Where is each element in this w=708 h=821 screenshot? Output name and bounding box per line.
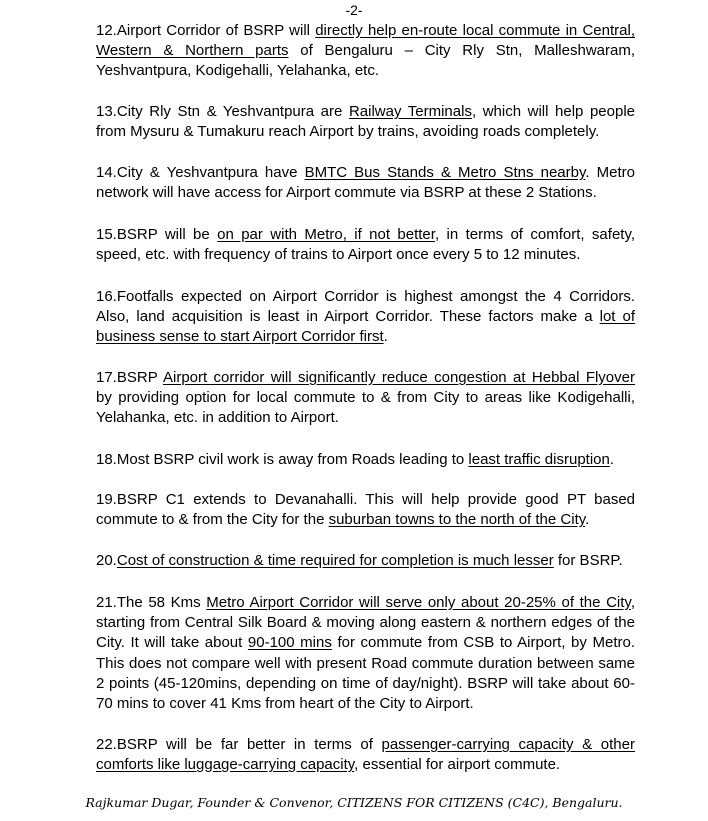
underlined-text: on par with Metro, if not better xyxy=(217,226,435,243)
underlined-text: directly help en-route local commute in Central, Western & Northern parts xyxy=(96,22,635,60)
underlined-text: BMTC Bus Stands & Metro Stns nearby xyxy=(304,164,586,181)
item-text: , in terms of comfort, safety, speed, etc. with frequency of trains to Airport once every 5 to 12 minutes. xyxy=(96,226,636,264)
underlined-text: passenger-carrying capacity & other comforts like luggage-carrying capacity xyxy=(96,736,635,774)
item-text: . xyxy=(585,511,590,529)
item-text: BSRP xyxy=(116,369,163,386)
underlined-text: Metro Airport Corridor will serve only about 20-25% of the City xyxy=(206,594,631,611)
item-number: 14. xyxy=(96,164,117,181)
item-number: 22. xyxy=(96,736,117,753)
item-text: , which will help people from Mysuru & Tumakuru reach Airport by trains, avoiding roads completely. xyxy=(96,103,636,141)
item-number: 16. xyxy=(96,288,117,305)
item-number: 15. xyxy=(96,226,117,243)
footer-signature: Rajkumar Dugar, Founder & Convenor, CITIZENS FOR CITIZENS (C4C), Bengaluru. xyxy=(85,795,623,810)
list-item xyxy=(96,21,635,82)
item-text: . xyxy=(609,451,615,468)
underlined-text: 90-100 mins xyxy=(247,634,332,652)
item-text: Airport Corridor of BSRP will xyxy=(116,22,316,39)
item-text: for commute from CSB to Airport, by Metro. This does not compare well with present Road commute duration between same 2 points (45-120mins, depending on time of day/night). BSRP will take about 60-70 mins to cover 41 Kms from heart of the City to Airport. xyxy=(96,634,635,713)
item-text: . xyxy=(383,328,388,346)
list-item xyxy=(96,450,635,470)
page-number: -2- xyxy=(345,2,363,18)
list-item xyxy=(96,490,635,530)
item-text: BSRP will be far better in terms of xyxy=(116,736,382,753)
list-item xyxy=(96,593,635,714)
item-text: City Rly Stn & Yeshvantpura are xyxy=(116,103,349,120)
item-text: Most BSRP civil work is away from Roads leading to xyxy=(116,451,469,468)
underlined-text: Airport corridor will significantly reduce congestion at Hebbal Flyover xyxy=(162,369,635,386)
item-text: Footfalls expected on Airport Corridor is highest amongst the 4 Corridors. Also, land acquisition is least in Airport Corridor. These factors make a xyxy=(96,288,635,326)
list-item xyxy=(96,368,635,429)
list-item xyxy=(96,551,635,571)
underlined-text: lot of business sense to start Airport Corridor first xyxy=(96,308,636,346)
item-number: 20. xyxy=(96,552,117,569)
underlined-text: least traffic disruption xyxy=(468,451,610,468)
list-item xyxy=(96,225,635,265)
list-item xyxy=(96,163,635,203)
item-number: 18. xyxy=(96,451,117,468)
item-number: 19. xyxy=(96,491,117,508)
list-item xyxy=(96,102,635,142)
item-text: , starting from Central Silk Board & moving along eastern & northern edges of the City. It will take about xyxy=(96,594,635,652)
list-item xyxy=(96,287,635,348)
item-text: of Bengaluru – City Rly Stn, Malleshwaram, Yeshvantpura, Kodigehalli, Yelahanka, etc. xyxy=(96,42,635,80)
item-number: 21. xyxy=(96,594,117,611)
item-text: by providing option for local commute to & from City to areas like Kodigehalli, Yelahanka, etc. in addition to Airport. xyxy=(96,389,635,427)
item-text: City & Yeshvantpura have xyxy=(116,164,305,181)
item-text: for BSRP. xyxy=(553,552,623,569)
underlined-text: Railway Terminals xyxy=(348,103,472,120)
item-text: . Metro network will have access for Airport commute via BSRP at these 2 Stations. xyxy=(96,164,635,202)
underlined-text: suburban towns to the north of the City xyxy=(328,511,586,529)
item-text: BSRP will be xyxy=(116,226,218,243)
item-number: 13. xyxy=(96,103,117,120)
underlined-text: Cost of construction & time required for completion is much lesser xyxy=(116,552,554,569)
item-number: 17. xyxy=(96,369,117,386)
item-text: , essential for airport commute. xyxy=(354,756,561,774)
item-text: BSRP C1 extends to Devanahalli. This will help provide good PT based commute to & from the City for the xyxy=(96,491,635,529)
item-text: The 58 Kms xyxy=(116,594,207,611)
item-number: 12. xyxy=(96,22,117,39)
list-item xyxy=(96,735,635,775)
